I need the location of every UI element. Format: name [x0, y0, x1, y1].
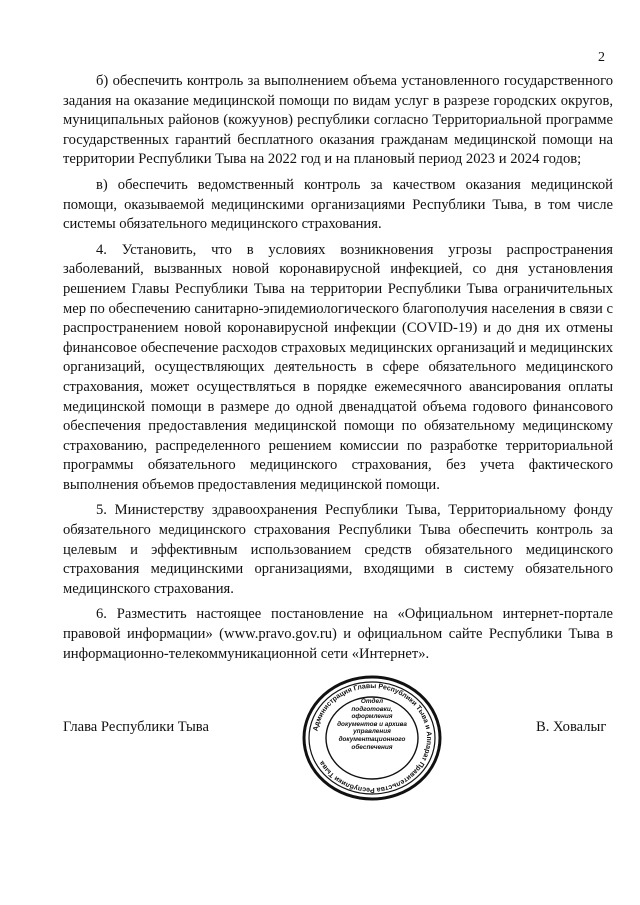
stamp-line: Отдел: [360, 698, 384, 705]
stamp-inner-text: [331, 698, 413, 751]
paragraph-6: 6. Разместить настоящее постановление на «Официальном интернет-портале правовой информации» (www.pravo.gov.ru) и официальном сайте Республики Тыва в информационно-телекоммуникационной сети «Интернет».: [63, 606, 613, 662]
paragraph-item-v: в) обеспечить ведомственный контроль за качеством оказания медицинской помощи, оказываемой медицинскими организациями Республики Тыва, в том числе системы обязательного медицинского страхования.: [63, 176, 613, 233]
stamp-ring-text: Администрация Главы Республики Тыва и Аппарат Правительства Республики Тыва: [312, 682, 433, 794]
stamp-line: подготовки,: [351, 705, 393, 713]
paragraph-item-b: б) обеспечить контроль за выполнением объема установленного государственного задания на оказание медицинской помощи по видам услуг в разрезе городских округов, муниципальных районов (кожуунов) республики согласно Территориальной программе государственных гарантий бесплатного оказания гражданам медицинской помощи на территории Республики Тыва на 2022 год и на плановый период 2023 и 2024 годов;: [63, 73, 613, 168]
paragraph-5: 5. Министерству здравоохранения Республики Тыва, Территориальному фонду обязательного медицинского страхования Республики Тыва обеспечить контроль за целевым и эффективным использованием средств обязательного медицинского страхования медицинскими организациями, входящими в систему обязательного медицинского страхования.: [63, 502, 613, 597]
document-body: [63, 72, 613, 670]
stamp-line: документационного: [338, 735, 406, 743]
stamp-line: оформления: [351, 713, 393, 721]
stamp-line: управления: [353, 728, 391, 736]
signatory-position: Глава Республики Тыва: [63, 719, 209, 735]
stamp-line: документов и архива: [337, 720, 407, 728]
paragraph-4: 4. Установить, что в условиях возникновения угрозы распространения заболеваний, вызванных новой коронавирусной инфекцией, со дня установления решением Главы Республики Тыва на территории Республики Тыва ограничительных мер по обеспечению санитарно-эпидемиологического благополучия населения в связи с распространением новой коронавирусной инфекции (COVID-19) и до дня их отмены финансовое обеспечение расходов страховых медицинских организаций и медицинских организаций, осуществляющих деятельность в сфере обязательного медицинского страхования, может осуществляться в порядке ежемесячного авансирования оплаты медицинской помощи в размере до одной двенадцатой объема годового финансового обеспечения предоставления медицинской помощи по обязательному медицинскому страхованию, распределенного решением комиссии по разработке территориальной программы обязательного медицинского страхования, без учета фактического выполнения объемов предоставления медицинской помощи.: [63, 241, 613, 493]
official-stamp: [301, 674, 443, 802]
page-number: 2: [598, 50, 605, 65]
signatory-name: В. Ховалыг: [536, 719, 607, 735]
stamp-line: обеспечения: [351, 743, 393, 751]
